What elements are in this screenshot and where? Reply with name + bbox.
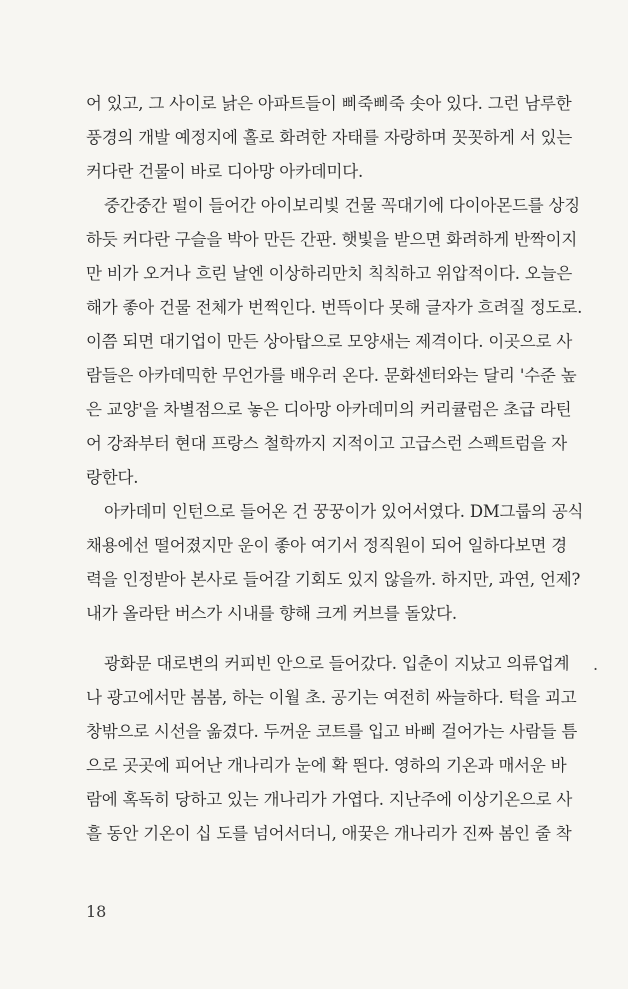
text-line: 이쯤 되면 대기업이 만든 상아탑으로 모양새는 제격이다. 이곳으로 사 — [86, 332, 573, 351]
text-line: 만 비가 오거나 흐린 날엔 이상하리만치 칙칙하고 위압적이다. 오늘은 — [86, 264, 573, 283]
text-line: 창밖으로 시선을 옮겼다. 두꺼운 코트를 입고 바삐 걸어가는 사람들 틈 — [86, 722, 578, 741]
text-line: 은 교양'을 차별점으로 놓은 디아망 아카데미의 커리큘럼은 초급 라틴 — [86, 400, 572, 419]
text-line: 풍경의 개발 예정지에 홀로 화려한 자태를 자랑하며 꼿꼿하게 서 있는 — [86, 128, 573, 147]
text-line: 광화문 대로변의 커피빈 안으로 들어갔다. 입춘이 지났고 의류업계 — [104, 654, 570, 673]
text-line: 아카데미 인턴으로 들어온 건 꿍꿍이가 있어서였다. DM그룹의 공식 — [104, 502, 584, 521]
text-line: 채용에선 떨어졌지만 운이 좋아 여기서 정직원이 되어 일하다보면 경 — [86, 536, 568, 555]
text-line: 으로 곳곳에 피어난 개나리가 눈에 확 띈다. 영하의 기온과 매서운 바 — [86, 756, 567, 775]
text-line: 중간중간 펄이 들어간 아이보리빛 건물 꼭대기에 다이아몬드를 상징 — [104, 196, 581, 215]
text-line: 력을 인정받아 본사로 들어갈 기회도 있지 않을까. 하지만, 과연, 언제? — [86, 570, 581, 589]
text-line: 람들은 아카데믹한 무언가를 배우러 온다. 문화센터와는 달리 '수준 높 — [86, 366, 577, 385]
page-number: 18 — [86, 902, 107, 921]
text-line: 어 있고, 그 사이로 낡은 아파트들이 삐죽삐죽 솟아 있다. 그런 남루한 — [86, 94, 572, 113]
text-line: 커다란 건물이 바로 디아망 아카데미다. — [86, 162, 364, 181]
text-line: 흘 동안 기온이 십 도를 넘어서더니, 애꿎은 개나리가 진짜 봄인 줄 착 — [86, 824, 572, 843]
text-line: 해가 좋아 건물 전체가 번쩍인다. 번뜩이다 못해 글자가 흐려질 정도로. — [86, 298, 583, 317]
margin-mark: . — [593, 655, 599, 674]
text-line: 나 광고에서만 봄봄, 하는 이월 초. 공기는 여전히 싸늘하다. 턱을 괴고 — [86, 688, 577, 707]
text-line: 랑한다. — [86, 468, 139, 487]
text-line: 하듯 커다란 구슬을 박아 만든 간판. 햇빛을 받으면 화려하게 반짝이지 — [86, 230, 578, 249]
text-line: 람에 혹독히 당하고 있는 개나리가 가엽다. 지난주에 이상기온으로 사 — [86, 790, 573, 809]
text-line: 어 강좌부터 현대 프랑스 철학까지 지적이고 고급스런 스펙트럼을 자 — [86, 434, 568, 453]
text-line: 내가 올라탄 버스가 시내를 향해 크게 커브를 돌았다. — [86, 604, 457, 623]
